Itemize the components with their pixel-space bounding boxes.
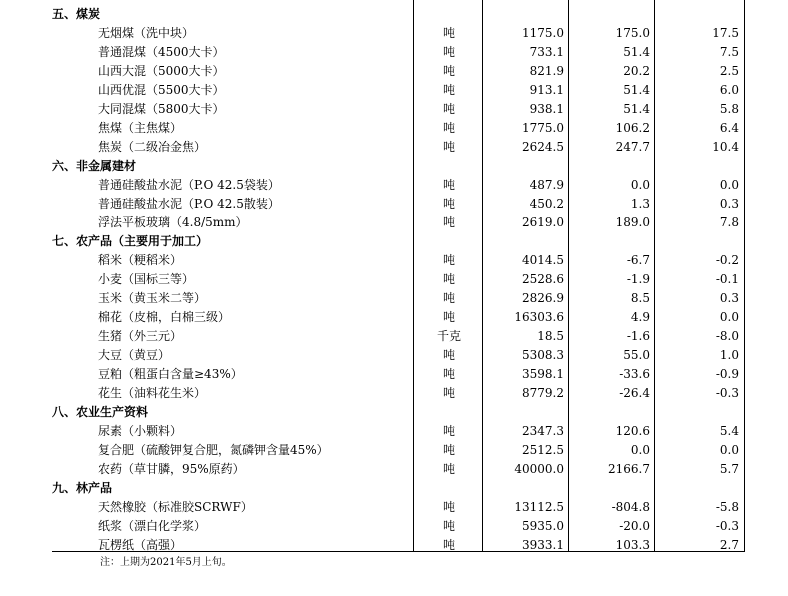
table-row <box>0 119 788 138</box>
table-row <box>0 346 788 365</box>
price-cell: 2512.5 <box>522 442 564 457</box>
change-cell: 8.5 <box>630 291 650 306</box>
category-label: 五、煤炭 <box>52 7 101 21</box>
percent-change-cell: -0.3 <box>715 386 739 400</box>
unit-cell: 吨 <box>442 44 455 59</box>
unit-cell: 吨 <box>442 423 455 438</box>
price-cell: 13112.5 <box>514 499 564 514</box>
product-name: 大豆（黄豆） <box>98 348 171 363</box>
table-row <box>0 441 788 460</box>
change-cell: -20.0 <box>619 518 650 533</box>
product-name: 大同混煤（5800大卡） <box>98 101 225 116</box>
percent-change-cell: 7.5 <box>719 44 739 59</box>
unit-cell: 吨 <box>442 348 455 363</box>
price-cell: 733.1 <box>529 44 564 59</box>
price-cell: 3598.1 <box>522 367 564 382</box>
change-cell: 175.0 <box>615 25 650 40</box>
percent-change-cell: 0.3 <box>719 196 739 211</box>
table-row <box>0 24 788 43</box>
unit-cell: 吨 <box>442 25 455 40</box>
change-cell: -6.7 <box>626 253 650 268</box>
product-name: 焦炭（二级冶金焦） <box>98 139 207 154</box>
product-name: 浮法平板玻璃（4.8/5mm） <box>98 215 248 230</box>
unit-cell: 吨 <box>442 442 455 457</box>
product-name: 农药（草甘膦，95%原药） <box>98 461 245 476</box>
percent-change-cell: 5.7 <box>719 461 739 476</box>
percent-change-cell: 0.0 <box>719 442 739 457</box>
change-cell: 2166.7 <box>608 461 650 476</box>
change-cell: 106.2 <box>615 120 650 135</box>
unit-cell: 吨 <box>442 367 455 382</box>
percent-change-cell: 1.0 <box>719 348 739 363</box>
category-row <box>0 157 788 176</box>
price-cell: 3933.1 <box>522 537 564 552</box>
category-label: 六、非金属建材 <box>52 158 137 173</box>
product-name: 花生（油料花生米） <box>98 386 207 400</box>
percent-change-cell: 5.4 <box>719 423 739 438</box>
price-cell: 5935.0 <box>522 518 564 533</box>
percent-change-cell: -0.9 <box>715 367 739 382</box>
price-cell: 2826.9 <box>522 291 564 306</box>
category-label: 七、农产品（主要用于加工） <box>52 234 209 249</box>
product-name: 生猪（外三元） <box>98 329 183 344</box>
product-name: 瓦楞纸（高强） <box>98 537 183 552</box>
price-cell: 8779.2 <box>522 386 564 400</box>
table-row <box>0 289 788 308</box>
unit-cell: 千克 <box>436 329 461 344</box>
product-name: 山西优混（5500大卡） <box>98 82 225 97</box>
table-row <box>0 517 788 536</box>
unit-cell: 吨 <box>442 386 455 400</box>
unit-cell: 吨 <box>442 196 455 211</box>
percent-change-cell: -0.2 <box>715 253 739 268</box>
table-row <box>0 327 788 346</box>
price-cell: 487.9 <box>529 177 564 192</box>
unit-cell: 吨 <box>442 82 455 97</box>
price-cell: 4014.5 <box>522 253 564 268</box>
unit-cell: 吨 <box>442 177 455 192</box>
unit-cell: 吨 <box>442 291 455 306</box>
table-row <box>0 176 788 195</box>
unit-cell: 吨 <box>442 101 455 116</box>
change-cell: 0.0 <box>630 442 650 457</box>
table-row <box>0 460 788 479</box>
change-cell: -1.9 <box>626 272 650 287</box>
product-name: 无烟煤（洗中块） <box>98 25 195 40</box>
table-row <box>0 100 788 119</box>
change-cell: 189.0 <box>615 215 650 230</box>
price-cell: 913.1 <box>529 82 564 97</box>
table-row <box>0 43 788 62</box>
price-cell: 2528.6 <box>522 272 564 287</box>
unit-cell: 吨 <box>442 215 455 230</box>
unit-cell: 吨 <box>442 139 455 154</box>
product-name: 普通硅酸盐水泥（P.O 42.5散装） <box>98 196 280 211</box>
price-cell: 1775.0 <box>522 120 564 135</box>
price-cell: 18.5 <box>537 329 564 344</box>
product-name: 稻米（粳稻米） <box>98 253 183 268</box>
change-cell: -1.6 <box>626 329 650 344</box>
table-row <box>0 308 788 327</box>
change-cell: 0.0 <box>630 177 650 192</box>
price-cell: 5308.3 <box>522 348 564 363</box>
unit-cell: 吨 <box>442 310 455 325</box>
change-cell: 55.0 <box>623 348 650 363</box>
category-label: 九、林产品 <box>52 480 113 495</box>
change-cell: 51.4 <box>623 101 650 116</box>
product-name: 焦煤（主焦煤） <box>98 120 183 135</box>
category-row <box>0 232 788 251</box>
percent-change-cell: -0.1 <box>715 272 739 287</box>
unit-cell: 吨 <box>442 120 455 135</box>
percent-change-cell: 2.7 <box>719 537 739 552</box>
price-cell: 40000.0 <box>514 461 564 476</box>
table-row <box>0 365 788 384</box>
unit-cell: 吨 <box>442 499 455 514</box>
product-name: 玉米（黄玉米二等） <box>98 291 207 306</box>
price-cell: 821.9 <box>529 63 564 78</box>
percent-change-cell: 2.5 <box>719 63 739 78</box>
footnote: 注：上期为2021年5月上旬。 <box>100 557 232 568</box>
percent-change-cell: 0.0 <box>719 177 739 192</box>
product-name: 普通硅酸盐水泥（P.O 42.5袋装） <box>98 177 280 192</box>
category-label: 八、农业生产资料 <box>52 404 149 419</box>
table-row <box>0 536 788 555</box>
unit-cell: 吨 <box>442 272 455 287</box>
change-cell: 247.7 <box>615 139 650 154</box>
change-cell: 103.3 <box>615 537 650 552</box>
percent-change-cell: -5.8 <box>715 499 739 514</box>
price-cell: 450.2 <box>529 196 564 211</box>
product-name: 豆粕（粗蛋白含量≥43%） <box>98 367 243 382</box>
product-name: 纸浆（漂白化学浆） <box>98 518 207 533</box>
percent-change-cell: 17.5 <box>712 25 739 40</box>
table-row <box>0 81 788 100</box>
percent-change-cell: 6.4 <box>719 120 739 135</box>
price-cell: 938.1 <box>529 101 564 116</box>
product-name: 天然橡胶（标准胶SCRWF） <box>98 499 253 514</box>
category-row <box>0 5 788 24</box>
table-row <box>0 213 788 232</box>
change-cell: 51.4 <box>623 44 650 59</box>
change-cell: 1.3 <box>630 196 650 211</box>
change-cell: 20.2 <box>623 63 650 78</box>
change-cell: 51.4 <box>623 82 650 97</box>
unit-cell: 吨 <box>442 518 455 533</box>
change-cell: -33.6 <box>619 367 650 382</box>
percent-change-cell: 7.8 <box>719 215 739 230</box>
unit-cell: 吨 <box>442 461 455 476</box>
product-name: 棉花（皮棉，白棉三级） <box>98 310 231 325</box>
category-row <box>0 403 788 422</box>
product-name: 普通混煤（4500大卡） <box>98 44 225 59</box>
percent-change-cell: 6.0 <box>719 82 739 97</box>
percent-change-cell: 10.4 <box>712 139 739 154</box>
product-name: 山西大混（5000大卡） <box>98 63 225 78</box>
percent-change-cell: -0.3 <box>715 518 739 533</box>
unit-cell: 吨 <box>442 63 455 78</box>
percent-change-cell: -8.0 <box>715 329 739 344</box>
product-name: 小麦（国标三等） <box>98 272 195 287</box>
table-row <box>0 270 788 289</box>
change-cell: -804.8 <box>611 499 650 514</box>
unit-cell: 吨 <box>442 537 455 552</box>
product-name: 复合肥（硫酸钾复合肥，氮磷钾含量45%） <box>98 442 329 457</box>
table-row <box>0 62 788 81</box>
price-cell: 16303.6 <box>514 310 564 325</box>
category-row <box>0 479 788 498</box>
table-row <box>0 251 788 270</box>
table-row <box>0 138 788 157</box>
price-cell: 2619.0 <box>522 215 564 230</box>
product-name: 尿素（小颗料） <box>98 423 183 438</box>
change-cell: -26.4 <box>619 386 650 400</box>
price-cell: 1175.0 <box>522 25 564 40</box>
table-row <box>0 384 788 403</box>
price-cell: 2624.5 <box>522 139 564 154</box>
table-row <box>0 195 788 214</box>
price-cell: 2347.3 <box>522 423 564 438</box>
percent-change-cell: 0.3 <box>719 291 739 306</box>
percent-change-cell: 5.8 <box>719 101 739 116</box>
percent-change-cell: 0.0 <box>719 310 739 325</box>
table-row <box>0 498 788 517</box>
table-row <box>0 422 788 441</box>
change-cell: 4.9 <box>630 310 650 325</box>
change-cell: 120.6 <box>615 423 650 438</box>
unit-cell: 吨 <box>442 253 455 268</box>
